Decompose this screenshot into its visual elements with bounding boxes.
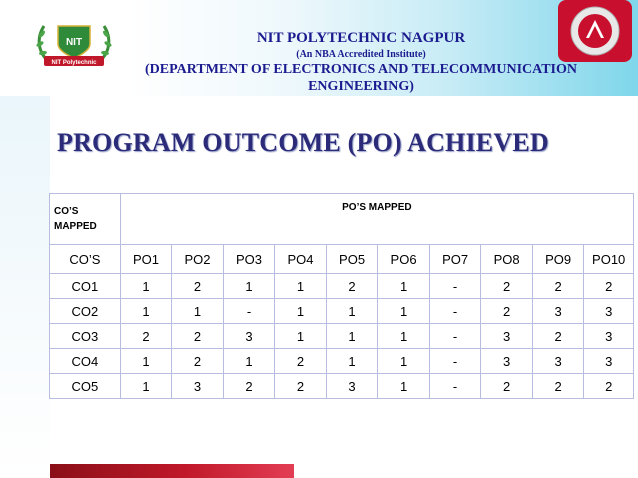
- po-value-cell: 1: [275, 274, 327, 299]
- po-value-cell: -: [223, 299, 275, 324]
- bottom-accent-bar: [50, 464, 294, 478]
- po-value-cell: 1: [120, 349, 172, 374]
- po-value-cell: 2: [275, 349, 327, 374]
- po-value-cell: 3: [481, 349, 533, 374]
- column-header: PO6: [378, 245, 430, 274]
- po-value-cell: 1: [378, 349, 430, 374]
- po-value-cell: 1: [172, 299, 224, 324]
- department-name: (DEPARTMENT OF ELECTRONICS AND TELECOMMUNICATION ENGINEERING): [145, 62, 577, 94]
- column-header: PO3: [223, 245, 275, 274]
- po-value-cell: 3: [584, 349, 634, 374]
- table-super-header-row: [50, 194, 634, 245]
- po-value-cell: 2: [172, 324, 224, 349]
- po-value-cell: 1: [120, 374, 172, 399]
- column-header: PO2: [172, 245, 224, 274]
- po-value-cell: 2: [172, 274, 224, 299]
- column-header: PO7: [429, 245, 481, 274]
- institute-name: NIT POLYTECHNIC NAGPUR: [256, 30, 466, 46]
- table-row: [50, 299, 634, 324]
- table-row: [50, 324, 634, 349]
- po-value-cell: 2: [481, 374, 533, 399]
- po-value-cell: 3: [584, 324, 634, 349]
- po-mapping-table: [49, 193, 634, 399]
- left-decorative-band: [0, 96, 50, 478]
- po-value-cell: 1: [120, 274, 172, 299]
- po-value-cell: -: [429, 324, 481, 349]
- po-value-cell: 1: [326, 349, 378, 374]
- cos-mapped-header: CO’S MAPPED: [50, 194, 121, 245]
- table-row: [50, 349, 634, 374]
- po-value-cell: 2: [481, 299, 533, 324]
- po-value-cell: 2: [532, 374, 584, 399]
- accreditation-note: (An NBA Accredited Institute): [296, 48, 426, 60]
- table-row: [50, 374, 634, 399]
- po-value-cell: 1: [378, 274, 430, 299]
- po-value-cell: -: [429, 274, 481, 299]
- po-value-cell: -: [429, 299, 481, 324]
- po-value-cell: 2: [326, 274, 378, 299]
- column-header: PO1: [120, 245, 172, 274]
- institute-header: [96, 30, 626, 96]
- po-value-cell: 2: [275, 374, 327, 399]
- column-header: PO8: [481, 245, 533, 274]
- po-value-cell: 3: [532, 349, 584, 374]
- po-value-cell: -: [429, 374, 481, 399]
- po-value-cell: 2: [120, 324, 172, 349]
- po-value-cell: 1: [223, 274, 275, 299]
- course-outcome-cell: CO1: [50, 274, 121, 299]
- nit-logo-banner: NIT Polytechnic: [51, 60, 97, 66]
- po-value-cell: 1: [120, 299, 172, 324]
- po-value-cell: 2: [532, 274, 584, 299]
- po-value-cell: 1: [326, 324, 378, 349]
- po-value-cell: 3: [481, 324, 533, 349]
- po-value-cell: 1: [275, 324, 327, 349]
- column-header: PO10: [584, 245, 634, 274]
- po-value-cell: 2: [481, 274, 533, 299]
- course-outcome-cell: CO4: [50, 349, 121, 374]
- po-value-cell: 3: [223, 324, 275, 349]
- po-value-cell: 3: [326, 374, 378, 399]
- table-column-header-row: [50, 245, 634, 274]
- po-value-cell: 1: [378, 324, 430, 349]
- po-value-cell: 1: [326, 299, 378, 324]
- po-value-cell: 3: [584, 299, 634, 324]
- po-value-cell: 3: [532, 299, 584, 324]
- course-outcome-cell: CO5: [50, 374, 121, 399]
- pos-mapped-header: PO’S MAPPED: [120, 194, 633, 245]
- po-value-cell: -: [429, 349, 481, 374]
- column-header: PO5: [326, 245, 378, 274]
- po-value-cell: 2: [584, 374, 634, 399]
- table-row: [50, 274, 634, 299]
- po-value-cell: 1: [378, 374, 430, 399]
- course-outcome-cell: CO2: [50, 299, 121, 324]
- column-header: CO’S: [50, 245, 121, 274]
- po-value-cell: 3: [172, 374, 224, 399]
- po-value-cell: 1: [378, 299, 430, 324]
- po-value-cell: 1: [275, 299, 327, 324]
- po-value-cell: 2: [223, 374, 275, 399]
- column-header: PO4: [275, 245, 327, 274]
- column-header: PO9: [532, 245, 584, 274]
- po-value-cell: 1: [223, 349, 275, 374]
- po-value-cell: 2: [584, 274, 634, 299]
- po-value-cell: 2: [172, 349, 224, 374]
- course-outcome-cell: CO3: [50, 324, 121, 349]
- nit-logo-text: NIT: [65, 37, 83, 48]
- po-value-cell: 2: [532, 324, 584, 349]
- page-title: PROGRAM OUTCOME (PO) ACHIEVED: [57, 128, 549, 157]
